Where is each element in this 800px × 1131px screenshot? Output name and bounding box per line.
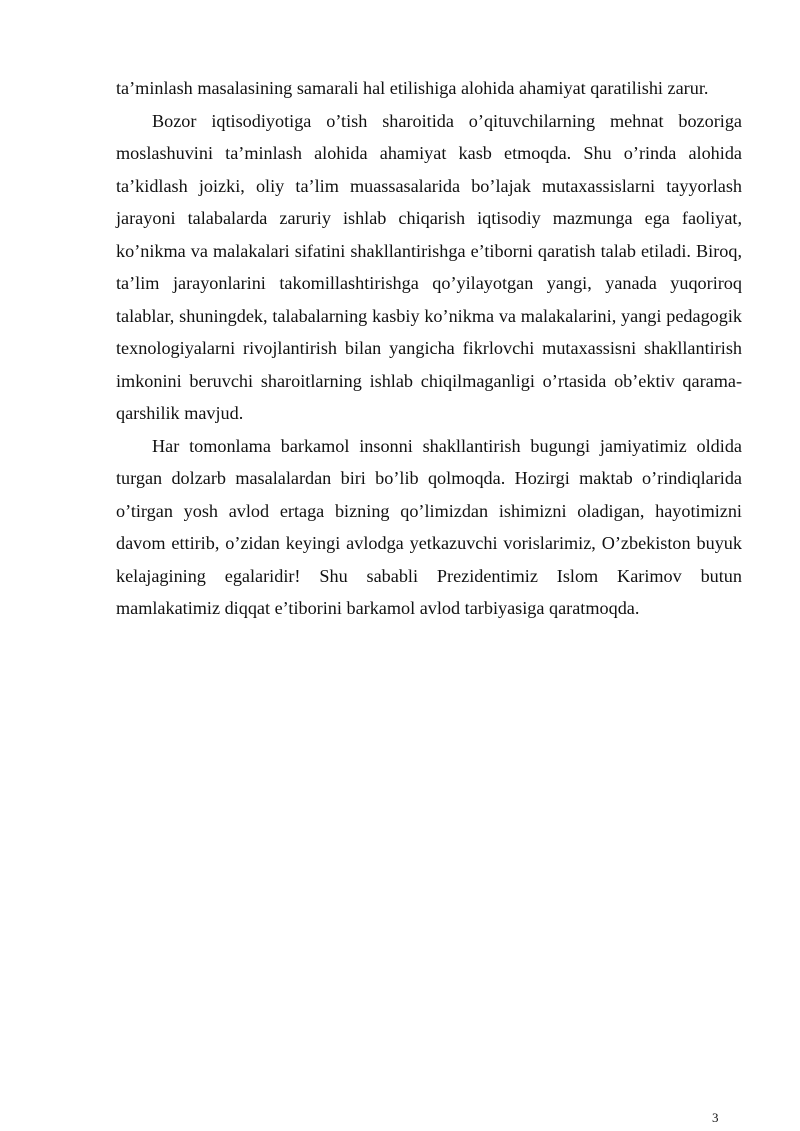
- page-number: 3: [712, 1110, 719, 1125]
- page-body: [116, 72, 742, 625]
- paragraph: ta’minlash masalasining samarali hal etilishiga alohida ahamiyat qaratilishi zarur.: [116, 78, 709, 98]
- paragraph: Har tomonlama barkamol insonni shakllantirish bugungi jamiyatimiz oldida turgan dolzarb masalalardan biri bo’lib qolmoqda. Hozirgi maktab o’rindiqlarida o’tirgan yosh avlod ertaga bizning qo’limizdan ishimizni oladigan, hayotimizni davom ettirib, o’zidan keyingi avlodga yetkazuvchi vorislarimiz, O’zbekiston buyuk kelajagining egalaridir! Shu sababli Prezidentimiz Islom Karimov butun mamlakatimiz diqqat e’tiborini barkamol avlod tarbiyasiga qaratmoqda.: [116, 435, 742, 618]
- paragraph: Bozor iqtisodiyotiga o’tish sharoitida o’qituvchilarning mehnat bozoriga moslashuvini ta’minlash alohida ahamiyat kasb etmoqda. Shu o’rinda alohida ta’kidlash joizki, oliy ta’lim muassasalarida bo’lajak mutaxassislarni tayyorlash jarayoni talabalarda zaruriy ishlab chiqarish iqtisodiy mazmunga ega faoliyat, ko’nikma va malakalari sifatini shakllantirishga e’tiborni qaratish talab etiladi. Biroq, ta’lim jarayonlarini takomillashtirishga qo’yilayotgan yangi, yanada yuqoriroq talablar, shuningdek, talabalarning kasbiy ko’nikma va malakalarini, yangi pedagogik texnologiyalarni rivojlantirish bilan yangicha fikrlovchi mutaxassisni shakllantirish imkonini beruvchi sharoitlarning ishlab chiqilmaganligi o’rtasida ob’ektiv qarama- qarshilik mavjud.: [116, 110, 742, 423]
